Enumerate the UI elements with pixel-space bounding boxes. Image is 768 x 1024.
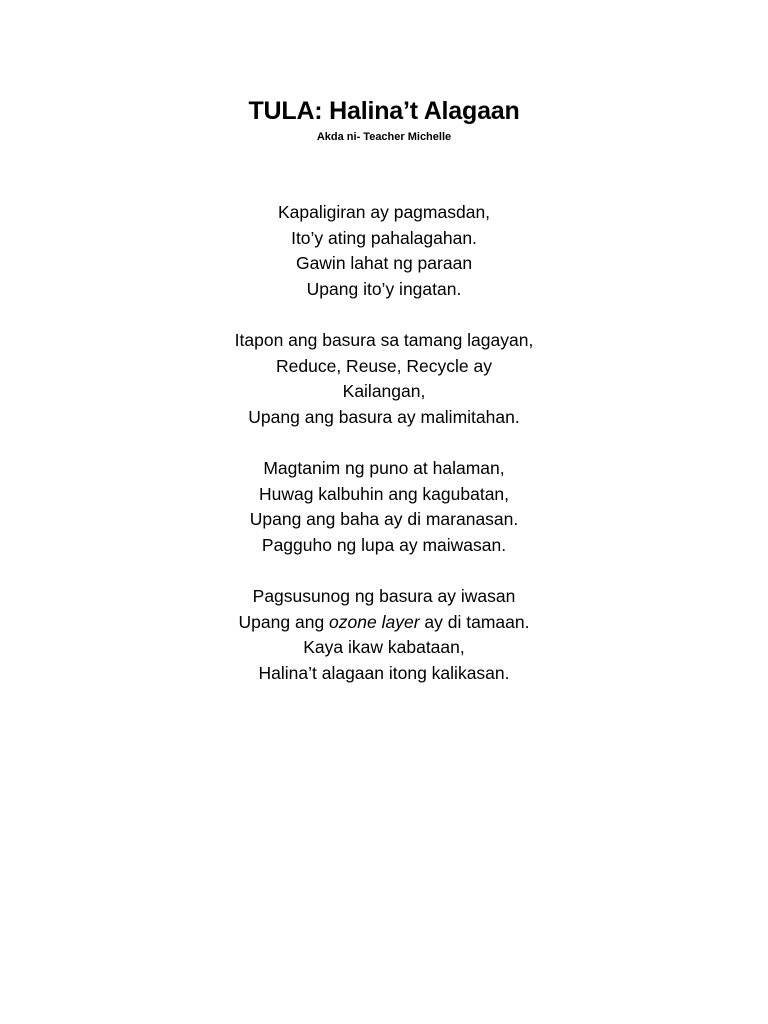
poem-line — [0, 610, 768, 636]
line-text: ay di tamaan. — [419, 611, 530, 632]
stanza-2 — [0, 328, 768, 430]
poem-title: TULA: Halina’t Alagaan — [248, 97, 520, 125]
poem-line: Pagsusunog ng basura ay iwasan — [252, 585, 516, 606]
poem-line: Gawin lahat ng paraan — [295, 253, 473, 274]
line-text: Upang ang — [238, 611, 330, 632]
poem-line: Huwag kalbuhin ang kagubatan, — [258, 483, 510, 504]
stanza-4 — [0, 584, 768, 686]
poem-line: Halina’t alagaan itong kalikasan. — [258, 662, 510, 683]
italic-term: ozone layer — [329, 611, 420, 632]
poem-line: Upang ito’y ingatan. — [306, 278, 462, 299]
stanza-1 — [0, 200, 768, 302]
poem-author: Akda ni- Teacher Michelle — [316, 131, 452, 143]
poem-line: Kapaligiran ay pagmasdan, — [277, 202, 491, 222]
poem-line: Itapon ang basura sa tamang lagayan, — [234, 329, 534, 350]
poem-line: Kailangan, — [342, 381, 426, 402]
poem-line: Reduce, Reuse, Recycle ay — [276, 355, 492, 376]
poem-line: Upang ang baha ay di maranasan. — [249, 509, 519, 530]
poem-line: Magtanim ng puno at halaman, — [263, 457, 505, 478]
poem-line: Ito’y ating pahalagahan. — [291, 227, 477, 248]
stanza-3 — [0, 456, 768, 558]
poem-line: Upang ang basura ay malimitahan. — [248, 406, 520, 427]
poem-body — [0, 200, 768, 712]
poem-line: Pagguho ng lupa ay maiwasan. — [261, 534, 507, 555]
poem-line: Kaya ikaw kabataan, — [303, 637, 465, 658]
